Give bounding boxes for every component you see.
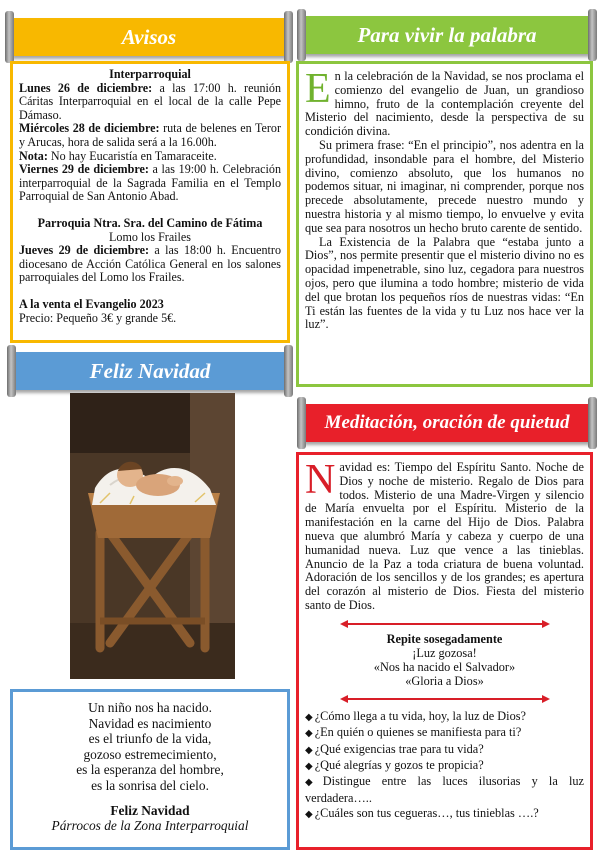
question-item: ◆ ¿Cómo llega a tu vida, hoy, la luz de Dios? <box>305 708 526 723</box>
palabra-banner <box>302 16 592 54</box>
palabra-title: Para vivir la palabra <box>357 22 537 47</box>
poem-box <box>10 689 290 850</box>
repite-title: Repite sosegadamente <box>386 631 503 646</box>
banner-rod-left <box>297 9 306 61</box>
palabra-paragraph: La Existencia de la Palabra que “estaba junto a Dios”, nos permite presentir que el misterio divino no es opacidad impenetrable, sino luz, cegadora para nuestros ojos, pero que ilumina a todo hombre; misterio de vida del que brotan los pequeños ríos de nuestras vidas: “En Ti están las fuentes de la vida y tu Luz nos hace ver la luz”. <box>305 234 584 332</box>
palabra-dropcap: E <box>305 66 331 112</box>
meditacion-paragraph: Navidad es: Tiempo del Espíritu Santo. Noche de Dios y noche de misterio. Regalo de Dios para todos. Misterio de una Madre-Virgen y silencio de María envuelta por el Espíritu. Misterio de la manifestación en la carne del Hijo de Dios. Palabra nueva que alumbró María y cabeza y cuerpo de una humanidad nueva. Luz que vence a las tinieblas. Anuncio de la Paz a toda criatura de buena voluntad. Adoración de los sencillos y de los grandes; es apertura del corazón al misterio de Dios. Fiesta del misterio santo de Dios. <box>305 457 584 612</box>
palabra-box <box>296 61 593 387</box>
palabra-paragraph: En la celebración de la Navidad, se nos proclama el comienzo del evangelio de Juan, un grandioso himno, fruto de la contemplación creyente del Misterio del nacimiento, desde la perspectiva de su condición divina. <box>305 66 584 139</box>
question-item: ◆ ¿Qué alegrías y gozos te propicia? <box>305 757 484 772</box>
aviso-item: Jueves 29 de diciembre: a las 18:00 h. Encuentro diocesano de Acción Católica General en los salones parroquiales del Lomo los Frailes. <box>19 243 281 285</box>
meditacion-box <box>296 452 593 850</box>
question-item: ◆ ¿Cuáles son tus cegueras…, tus tinieblas ….? <box>305 806 539 821</box>
poem-lines <box>19 700 281 794</box>
diamond-bullet-icon: ◆ <box>305 777 321 789</box>
poem-line: es la esperanza del hombre, <box>76 762 224 778</box>
banner-rod-right <box>588 9 597 61</box>
navidad-title: Feliz Navidad <box>89 358 211 383</box>
questions-list <box>305 709 584 823</box>
poem-line: Un niño nos ha nacido. <box>88 700 212 715</box>
avisos-banner <box>10 18 288 56</box>
aviso-sale-text: Precio: Pequeño 3€ y grande 5€. <box>19 310 177 325</box>
banner-rod-left <box>297 397 306 449</box>
diamond-bullet-icon: ◆ <box>305 728 313 740</box>
poem-signature: Feliz Navidad <box>110 802 190 818</box>
diamond-bullet-icon: ◆ <box>305 744 313 756</box>
avisos-heading-parroquia: Parroquia Ntra. Sra. del Camino de Fátima <box>37 215 263 230</box>
poem-line: Navidad es nacimiento <box>88 715 212 731</box>
meditacion-dropcap: N <box>305 457 336 503</box>
avisos-box <box>10 61 290 343</box>
palabra-paragraph: Su primera frase: “En el principio”, nos adentra en la profundidad, insondable para el hombre, del Misterio divino, comienzo absoluto, que los humanos no podemos situar, ni imaginar, ni comprender, porque nos precede absolutamente, precede nuestro mundo y nuestra historia y al mismo tiempo, lo envuelve y evita que sea para nosotros un hecho bruto carente de sentido. <box>305 137 584 235</box>
avisos-heading-parroquia-sub: Lomo los Frailes <box>109 229 191 244</box>
banner-rod-right <box>588 397 597 449</box>
meditacion-title: Meditación, oración de quietud <box>324 412 570 433</box>
banner-rod-right <box>284 11 293 63</box>
aviso-item: Miércoles 28 de diciembre: ruta de belenes en Teror y Arucas, hora de salida será a la 16.00h. <box>19 121 281 149</box>
aviso-sale-label: A la venta el Evangelio 2023 <box>19 296 164 311</box>
meditacion-banner <box>302 404 592 442</box>
repite-line: ¡Luz gozosa! <box>412 645 477 660</box>
question-item: ◆ ¿Qué exigencias trae para tu vida? <box>305 741 484 756</box>
avisos-heading-interparroquial: Interparroquial <box>109 67 191 81</box>
aviso-note: Nota: No hay Eucaristía en Tamaraceite. <box>19 148 217 163</box>
question-item: ◆ Distingue entre las luces ilusorias y la luz verdadera….. <box>305 774 584 805</box>
banner-rod-right <box>284 345 293 397</box>
nativity-image <box>70 393 235 679</box>
double-arrow-divider <box>340 620 550 628</box>
diamond-bullet-icon: ◆ <box>305 809 313 821</box>
banner-rod-left <box>7 345 16 397</box>
poem-line: gozoso estremecimiento, <box>83 746 217 762</box>
navidad-banner <box>12 352 288 390</box>
question-item: ◆ ¿En quién o quienes se manifiesta para ti? <box>305 725 522 740</box>
repite-line: «Gloria a Dios» <box>405 673 484 688</box>
repite-line: «Nos ha nacido el Salvador» <box>373 659 516 674</box>
aviso-item: Viernes 29 de diciembre: a las 19:00 h. Celebración interparroquial de la Sagrada Familia en el Templo Parroquial de San Antonio Abad. <box>19 162 282 204</box>
banner-rod-left <box>5 11 14 63</box>
poem-line: es el triunfo de la vida, <box>88 731 212 747</box>
double-arrow-divider <box>340 695 550 703</box>
poem-line: es la sonrisa del cielo. <box>91 777 209 793</box>
repite-block <box>305 632 584 688</box>
diamond-bullet-icon: ◆ <box>305 711 313 723</box>
poem-signature-sub: Párrocos de la Zona Interparroquial <box>51 818 249 834</box>
avisos-title: Avisos <box>121 24 177 49</box>
diamond-bullet-icon: ◆ <box>305 760 313 772</box>
aviso-item: Lunes 26 de diciembre: a las 17:00 h. reunión Cáritas Interparroquial en el local de la calle Pepe Dámaso. <box>19 80 281 122</box>
